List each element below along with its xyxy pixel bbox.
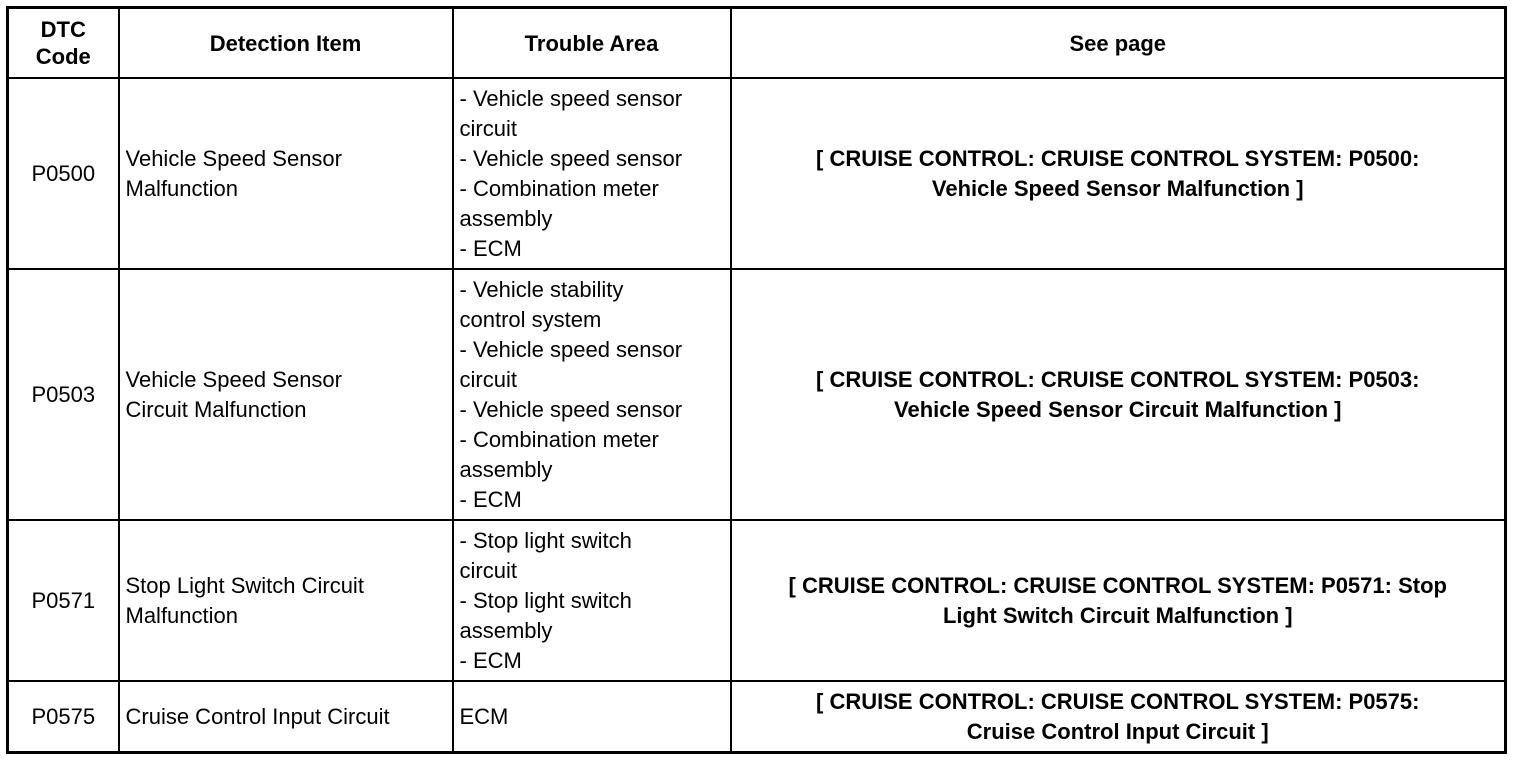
text-line: ECM	[459, 703, 509, 729]
text-line: circuit	[459, 115, 517, 141]
text-line: Vehicle Speed Sensor	[125, 145, 342, 171]
text-line: Circuit Malfunction	[125, 396, 307, 422]
text-line: - ECM	[459, 647, 522, 673]
text-line: circuit	[459, 557, 517, 583]
text-line: [ CRUISE CONTROL: CRUISE CONTROL SYSTEM: P0503:	[816, 366, 1420, 392]
text-line: - Stop light switch	[459, 587, 632, 613]
text-line: - Vehicle speed sensor	[459, 396, 683, 422]
text-line: Cruise Control Input Circuit ]	[966, 718, 1269, 744]
text-line: - Vehicle speed sensor	[459, 145, 683, 171]
detection-item-cell	[119, 520, 453, 681]
text-line: [ CRUISE CONTROL: CRUISE CONTROL SYSTEM: P0571: Stop	[788, 572, 1447, 598]
header-dtc-code-line1: DTC	[40, 17, 86, 42]
see-page-link[interactable]	[731, 681, 1506, 753]
table-row	[8, 78, 1506, 269]
text-line: Malfunction	[125, 602, 239, 628]
text-line: - Vehicle speed sensor	[459, 85, 683, 111]
detection-item-cell	[119, 78, 453, 269]
table-row	[8, 681, 1506, 753]
header-dtc-code	[8, 8, 119, 79]
trouble-area-cell	[453, 520, 731, 681]
header-dtc-code-line2: Code	[35, 44, 91, 69]
text-line: - ECM	[459, 235, 522, 261]
text-line: Vehicle Speed Sensor Circuit Malfunction ]	[894, 396, 1342, 422]
table-row	[8, 520, 1506, 681]
text-line: Vehicle Speed Sensor Malfunction ]	[931, 175, 1304, 201]
text-line: circuit	[459, 366, 517, 392]
see-page-link[interactable]	[731, 269, 1506, 520]
text-line: Malfunction	[125, 175, 239, 201]
text-line: - ECM	[459, 486, 522, 512]
text-line: assembly	[459, 205, 553, 231]
see-page-link[interactable]	[731, 520, 1506, 681]
text-line: assembly	[459, 456, 553, 482]
text-line: - Vehicle speed sensor	[459, 336, 683, 362]
text-line: control system	[459, 306, 602, 332]
text-line: - Vehicle stability	[459, 276, 624, 302]
header-see-page: See page	[731, 8, 1506, 79]
table-row	[8, 269, 1506, 520]
detection-item-cell	[119, 269, 453, 520]
text-line: Vehicle Speed Sensor	[125, 366, 342, 392]
text-line: Stop Light Switch Circuit	[125, 572, 364, 598]
text-line: assembly	[459, 617, 553, 643]
dtc-code-cell: P0575	[8, 681, 119, 753]
text-line: Cruise Control Input Circuit	[125, 703, 390, 729]
trouble-area-cell	[453, 78, 731, 269]
dtc-code-cell: P0571	[8, 520, 119, 681]
text-line: [ CRUISE CONTROL: CRUISE CONTROL SYSTEM: P0575:	[816, 688, 1420, 714]
text-line: Light Switch Circuit Malfunction ]	[942, 602, 1293, 628]
text-line: - Combination meter	[459, 426, 659, 452]
dtc-table	[6, 6, 1507, 754]
header-detection-item: Detection Item	[119, 8, 453, 79]
trouble-area-cell	[453, 681, 731, 753]
text-line: [ CRUISE CONTROL: CRUISE CONTROL SYSTEM: P0500:	[816, 145, 1420, 171]
detection-item-cell	[119, 681, 453, 753]
table-header-row	[8, 8, 1506, 79]
dtc-code-cell: P0500	[8, 78, 119, 269]
text-line: - Stop light switch	[459, 527, 632, 553]
dtc-code-cell: P0503	[8, 269, 119, 520]
header-trouble-area: Trouble Area	[453, 8, 731, 79]
see-page-link[interactable]	[731, 78, 1506, 269]
trouble-area-cell	[453, 269, 731, 520]
text-line: - Combination meter	[459, 175, 659, 201]
